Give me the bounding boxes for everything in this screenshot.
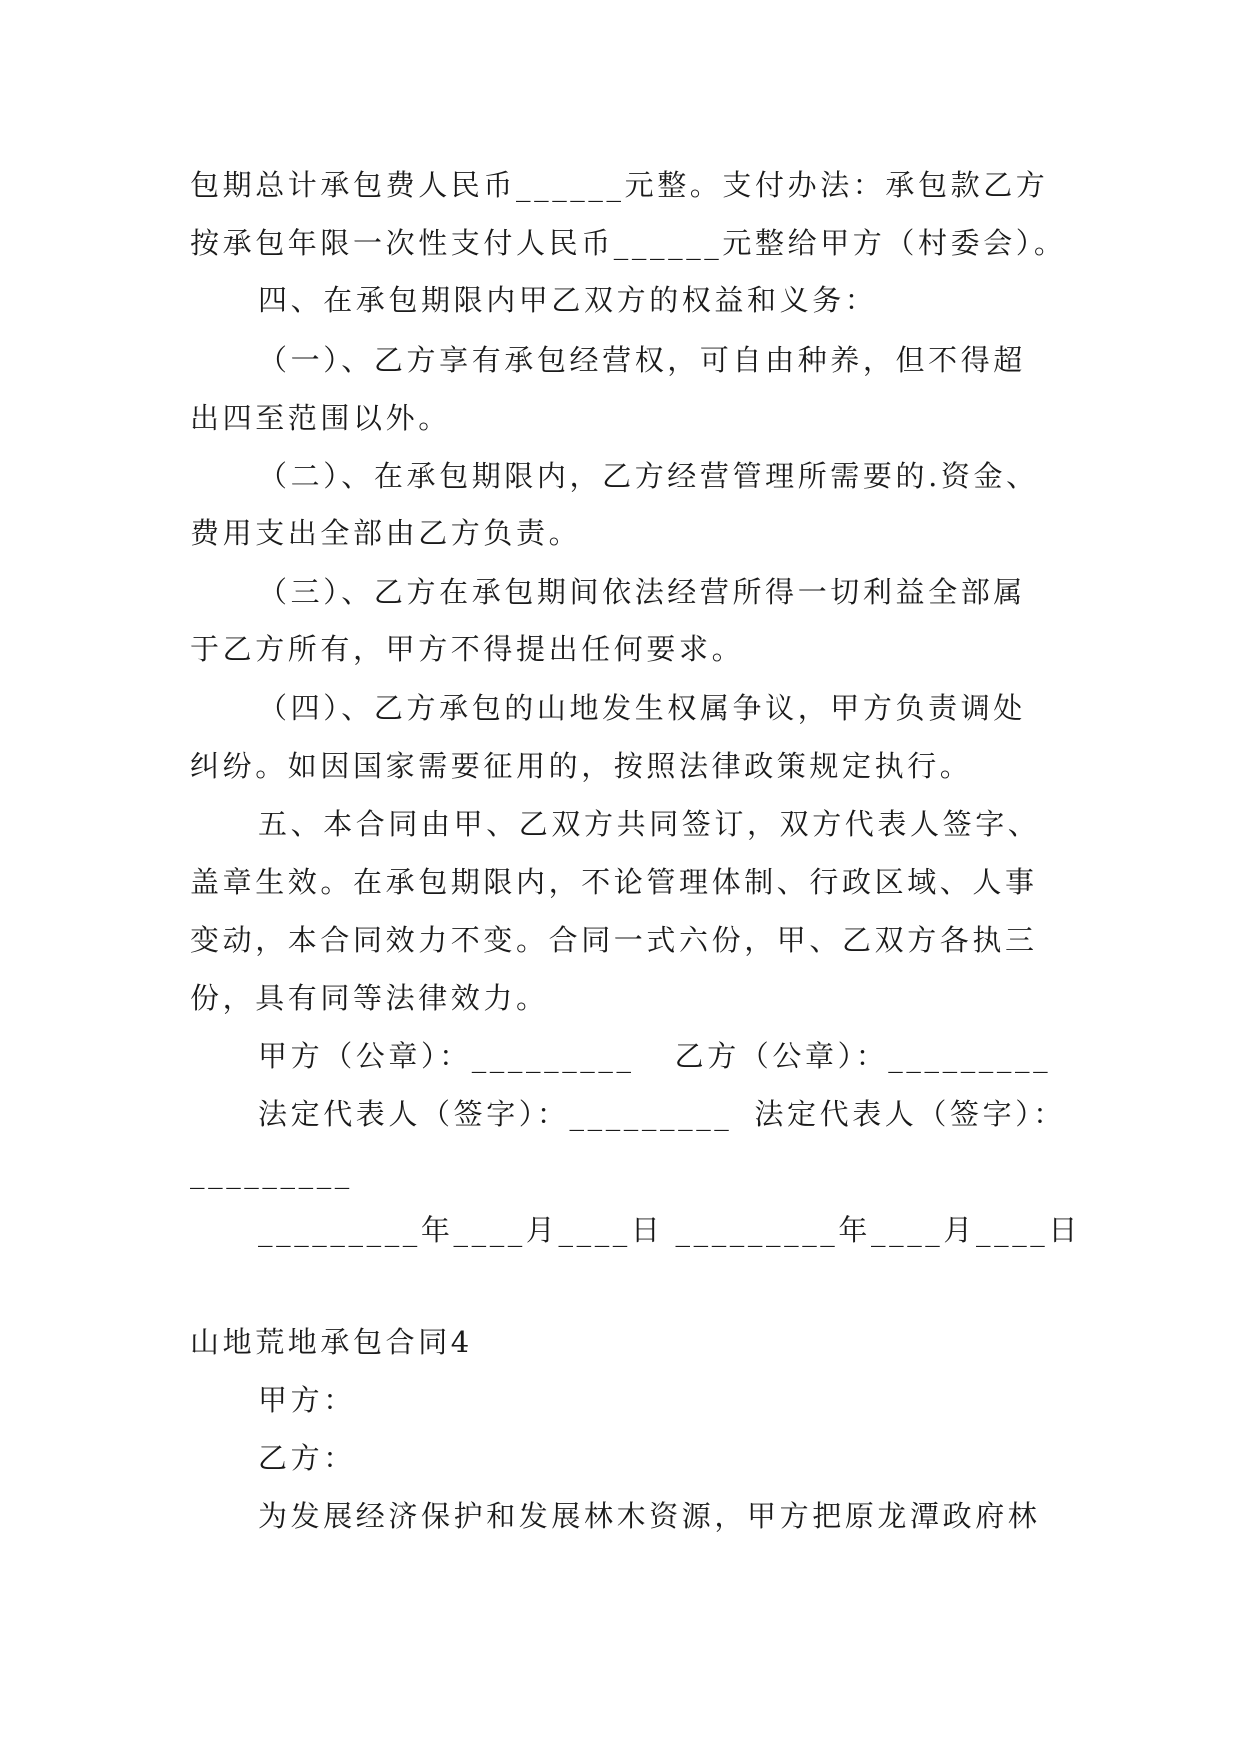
party-b-seal: 乙方（公章）：_________ <box>674 1039 1052 1073</box>
representative-row <box>258 1094 1066 1134</box>
paragraph-line: （一）、乙方享有承包经营权，可自由种养，但不得超 <box>258 343 1026 377</box>
section-heading: 五、本合同由甲、乙双方共同签订，双方代表人签字、 <box>258 807 1041 841</box>
paragraph-line: 为发展经济保护和发展林木资源，甲方把原龙潭政府林 <box>258 1499 1041 1533</box>
party-a-representative: 法定代表人（签字）：_________ <box>258 1097 733 1131</box>
party-b-representative: 法定代表人（签字）： <box>754 1097 1066 1131</box>
section-heading: 四、在承包期限内甲乙双方的权益和义务： <box>258 283 878 317</box>
party-b-label: 乙方： <box>258 1441 356 1475</box>
paragraph-line: 盖章生效。在承包期限内，不论管理体制、行政区域、人事 <box>190 865 1038 899</box>
date-row <box>258 1210 1081 1250</box>
paragraph-line: 出四至范围以外。 <box>190 401 451 435</box>
signature-blank: _________ <box>190 1155 353 1189</box>
paragraph-line: 纠纷。如因国家需要征用的，按照法律政策规定执行。 <box>190 749 973 783</box>
paragraph-line: （四）、乙方承包的山地发生权属争议，甲方负责调处 <box>258 691 1026 725</box>
paragraph-line: 于乙方所有，甲方不得提出任何要求。 <box>190 632 745 666</box>
paragraph-line: （三）、乙方在承包期间依法经营所得一切利益全部属 <box>258 575 1026 609</box>
party-a-seal: 甲方（公章）：_________ <box>258 1039 635 1073</box>
document-title: 山地荒地承包合同4 <box>190 1325 473 1359</box>
paragraph-line: 变动，本合同效力不变。合同一式六份，甲、乙双方各执三 <box>190 923 1038 957</box>
paragraph-line: （二）、在承包期限内，乙方经营管理所需要的.资金、 <box>258 459 1039 493</box>
date-party-a: _________年____月____日 <box>258 1213 664 1247</box>
paragraph-line: 费用支出全部由乙方负责。 <box>190 516 582 550</box>
paragraph-line: 包期总计承包费人民币______元整。支付办法：承包款乙方 <box>190 168 1049 202</box>
party-a-label: 甲方： <box>258 1383 356 1417</box>
date-party-b: _________年____月____日 <box>675 1213 1081 1247</box>
seal-row <box>258 1036 1051 1076</box>
paragraph-line: 按承包年限一次性支付人民币______元整给甲方（村委会）。 <box>190 226 1067 260</box>
paragraph-line: 份，具有同等法律效力。 <box>190 981 549 1015</box>
